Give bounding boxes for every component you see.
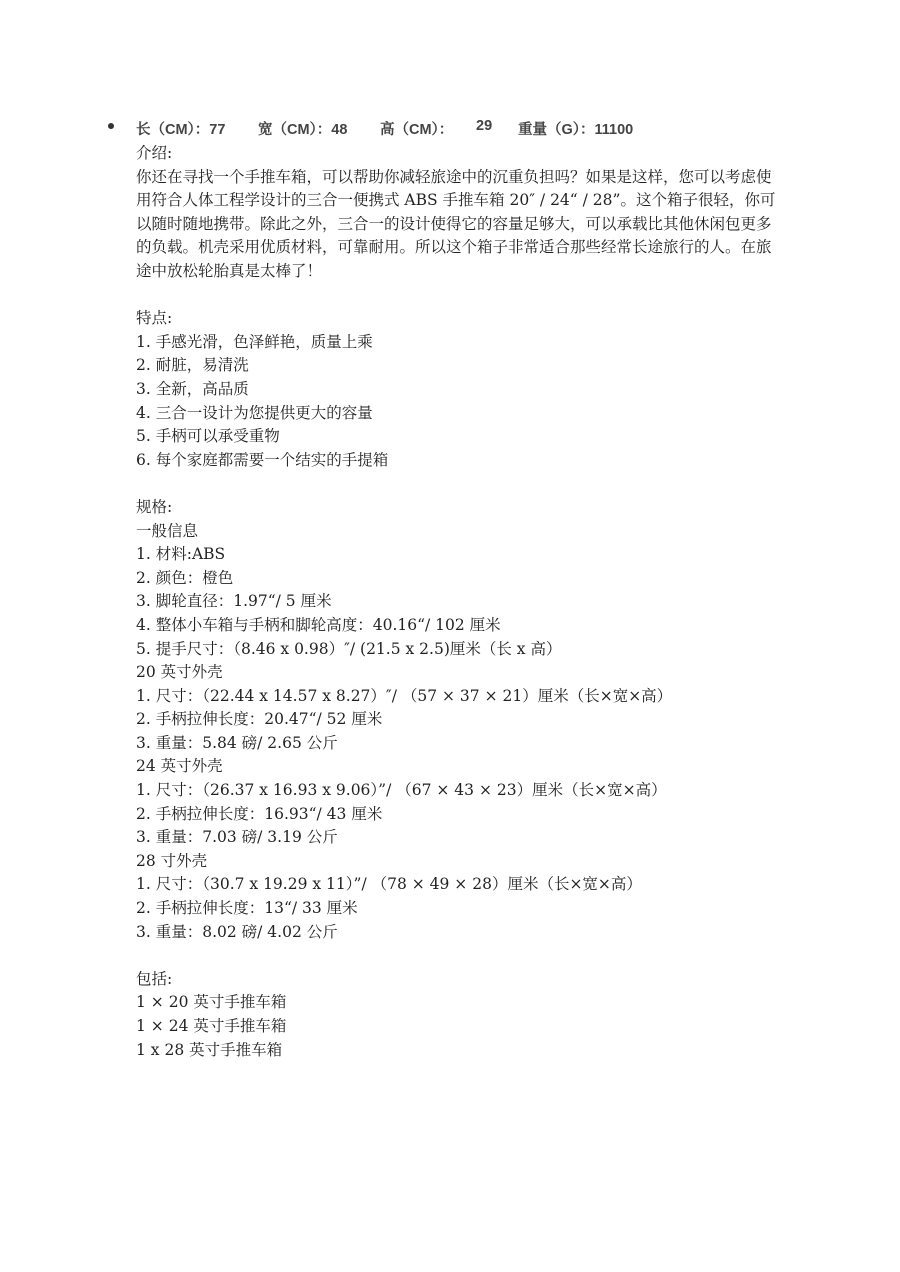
feature-item: 3. 全新，高品质: [136, 379, 249, 398]
spec-item: 3. 脚轮直径：1.97“/ 5 厘米: [136, 592, 332, 611]
size-24-title: 24 英寸外壳: [136, 757, 223, 776]
spec-item: 1. 材料:ABS: [136, 545, 226, 564]
width-spec: 宽（CM）：48: [258, 122, 348, 138]
spec-item: 2. 手柄拉伸长度：16.93“/ 43 厘米: [136, 804, 383, 823]
spec-item: 3. 重量：8.02 磅/ 4.02 公斤: [136, 922, 338, 941]
features-heading: 特点:: [136, 309, 173, 328]
include-item: 1 x 28 英寸手推车箱: [136, 1040, 283, 1059]
height-spec-label: 高（CM）：: [380, 122, 454, 138]
length-spec: 长（CM）：77: [136, 122, 226, 138]
document-body: [136, 142, 776, 1062]
feature-item: 4. 三合一设计为您提供更大的容量: [136, 403, 373, 422]
size-20-title: 20 英寸外壳: [136, 663, 223, 682]
spec-item: 1. 尺寸：（30.7 x 19.29 x 11）”/ （78 × 49 × 28）厘米（长×宽×高）: [136, 875, 642, 894]
feature-item: 2. 耐脏，易清洗: [136, 356, 249, 375]
specs-heading: 规格:: [136, 497, 173, 516]
spec-item: 2. 手柄拉伸长度：13“/ 33 厘米: [136, 899, 358, 918]
size-28-title: 28 寸外壳: [136, 851, 208, 870]
feature-item: 1. 手感光滑，色泽鲜艳，质量上乘: [136, 332, 373, 351]
spacer: [136, 284, 776, 308]
spacer: [136, 944, 776, 968]
spec-item: 2. 颜色：橙色: [136, 568, 234, 587]
intro-paragraph: 你还在寻找一个手推车箱，可以帮助你减轻旅途中的沉重负担吗？如果是这样，您可以考虑使用符合人体工程学设计的三合一便携式 ABS 手推车箱 20″ / 24“ / 28”。这个箱子很轻，你可以随时随地携带。除此之外，三合一的设计使得它的容量足够大，可以承载比其他休闲包更多的负载。机壳采用优质材料，可靠耐用。所以这个箱子非常适合那些经常长途旅行的人。在旅途中放松轮胎真是太棒了！: [136, 167, 776, 280]
spec-item: 3. 重量：5.84 磅/ 2.65 公斤: [136, 733, 338, 752]
spec-item: 1. 尺寸：（22.44 x 14.57 x 8.27）″/ （57 × 37 × 21）厘米（长×宽×高）: [136, 686, 673, 705]
spacer: [136, 472, 776, 496]
feature-item: 6. 每个家庭都需要一个结实的手提箱: [136, 450, 389, 469]
spec-item: 5. 提手尺寸：（8.46 x 0.98）″/ (21.5 x 2.5)厘米（长 x 高）: [136, 639, 562, 658]
spec-item: 4. 整体小车箱与手柄和脚轮高度：40.16“/ 102 厘米: [136, 615, 501, 634]
general-info-title: 一般信息: [136, 521, 199, 540]
spec-item: 3. 重量：7.03 磅/ 3.19 公斤: [136, 828, 338, 847]
spec-item: 2. 手柄拉伸长度：20.47“/ 52 厘米: [136, 710, 383, 729]
bullet-dot-icon: [108, 123, 114, 129]
weight-spec: 重量（G）：11100: [518, 122, 634, 138]
height-spec-value: 29: [476, 118, 493, 134]
include-item: 1 × 24 英寸手推车箱: [136, 1017, 287, 1035]
spec-item: 1. 尺寸：（26.37 x 16.93 x 9.06）”/ （67 × 43 × 23）厘米（长×宽×高）: [136, 781, 667, 800]
intro-heading: 介绍:: [136, 144, 173, 162]
feature-item: 5. 手柄可以承受重物: [136, 427, 280, 446]
includes-heading: 包括:: [136, 969, 173, 988]
include-item: 1 × 20 英寸手推车箱: [136, 993, 287, 1012]
